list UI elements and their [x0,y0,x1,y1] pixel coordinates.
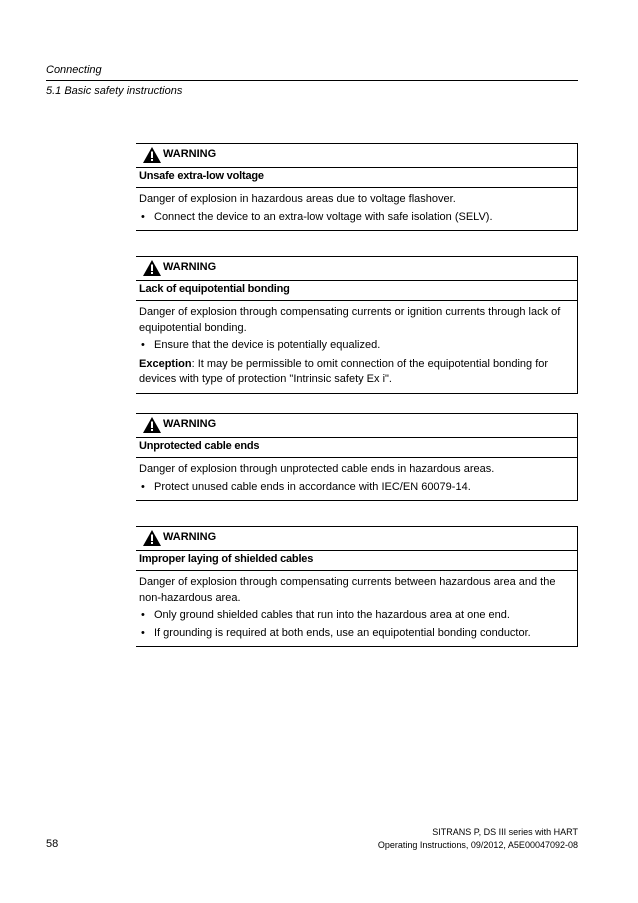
warning-body [136,300,577,393]
warning-box-2 [136,256,578,394]
warning-body [136,457,577,500]
warning-bullet: • Only ground shielded cables that run into the hazardous area at one end. [139,608,571,624]
warning-header [136,256,577,280]
warning-header [136,143,577,167]
footer-product: SITRANS P, DS III series with HART [432,827,578,837]
header-rule [46,80,578,81]
warning-bullet: • Ensure that the device is potentially equalized. [139,338,571,354]
chapter-title: Connecting [46,64,102,76]
footer-doc-info: Operating Instructions, 09/2012, A5E00047092-08 [377,840,578,850]
warning-text: Danger of explosion through compensating currents between hazardous area and the non-hazardous area. [139,576,556,604]
warning-bullet: • Connect the device to an extra-low voltage with safe isolation (SELV). [139,210,571,226]
exception-note [139,357,571,388]
warning-text: Danger of explosion through unprotected cable ends in hazardous areas. [139,463,495,475]
warning-header [136,526,577,550]
warning-box-3 [136,413,578,501]
warning-label: WARNING [163,531,217,543]
exception-text: : It may be permissible to omit connection of the equipotential bonding for devices with type of protection "Intrinsic safety Ex i". [139,357,549,385]
warning-box-4 [136,526,578,647]
page-number: 58 [46,838,59,850]
warning-text: Danger of explosion through compensating currents or ignition currents through lack of equipotential bonding. [139,306,561,334]
warning-label: WARNING [163,148,217,160]
warning-title: Unsafe extra-low voltage [139,170,264,182]
warning-bullet: • Protect unused cable ends in accordance with IEC/EN 60079-14. [139,480,571,496]
warning-label: WARNING [163,418,217,430]
warning-triangle-icon [143,530,161,546]
warning-triangle-icon [143,260,161,276]
warning-body [136,570,577,646]
warning-bullet: • If grounding is required at both ends, use an equipotential bonding conductor. [139,626,571,642]
exception-label: Exception [139,357,192,370]
warning-label: WARNING [163,261,217,273]
warning-title: Improper laying of shielded cables [139,553,314,565]
warning-title: Unprotected cable ends [139,440,260,452]
section-title: 5.1 Basic safety instructions [46,85,183,97]
warning-text: Danger of explosion in hazardous areas due to voltage flashover. [139,193,456,205]
warning-box-1 [136,143,578,231]
warning-triangle-icon [143,147,161,163]
warning-title: Lack of equipotential bonding [139,283,290,295]
warning-body [136,187,577,230]
warning-triangle-icon [143,417,161,433]
warning-header [136,413,577,437]
